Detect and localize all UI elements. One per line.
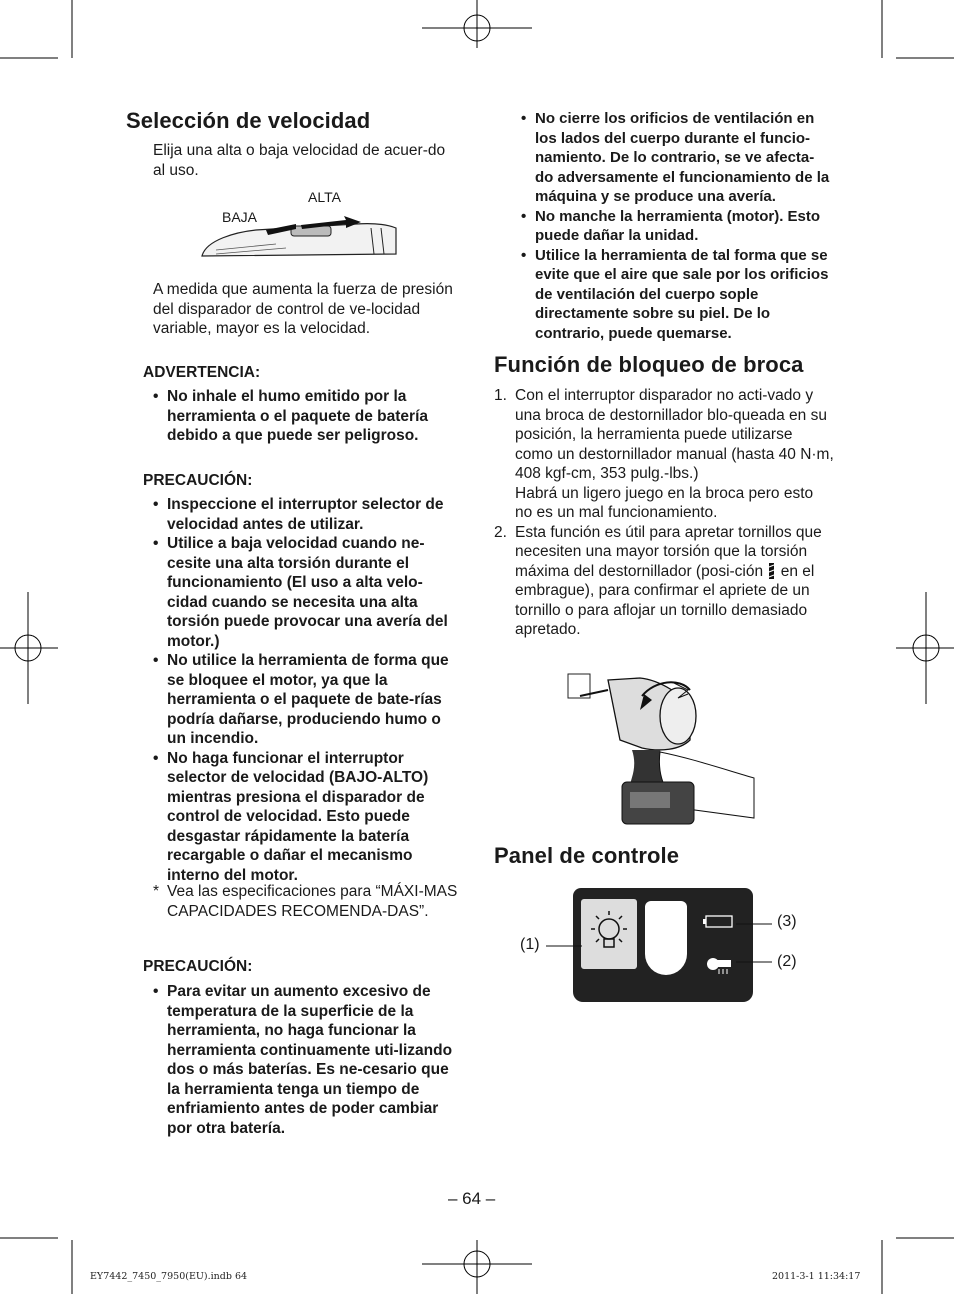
ventilation-list (521, 109, 831, 343)
list-item: • Utilice la herramienta de tal forma que se evite que el aire que sale por los orificios de ventilación del cuerpo sople directamente sobre su piel. De lo contrario, puede quemarse. (521, 246, 831, 344)
speed-paragraph: A medida que aumenta la fuerza de presión del disparador de control de ve-locidad variable, mayor es la velocidad. (153, 281, 453, 337)
list-number: 1. (494, 387, 507, 404)
list-item: • Para evitar un aumento excesivo de temperatura de la superficie de la herramienta, no haga funcionar la herramienta continuamente uti-lizando dos o más baterías. Es ne-cesario que la herramienta tenga un tiempo de enfriamiento antes de poder cambiar por otra batería. (153, 982, 463, 1138)
list-number: 2. (494, 523, 507, 541)
speed-intro: Elija una alta o baja velocidad de acuer-do al uso. (153, 142, 446, 179)
caution-heading-2: PRECAUCIÓN: (143, 958, 253, 975)
list-item: • No manche la herramienta (motor). Esto puede dañar la unidad. (521, 207, 831, 246)
list-text: Con el interruptor disparador no acti-vado y una broca de destornillador blo-queada en su posición, la herramienta puede utilizarse como un destornillador manual (hasta 40 N·m, 408 kgf-cm, 353 pulg.-lbs.) (515, 387, 834, 482)
note-mark: * (153, 883, 160, 900)
section-title-speed: Selección de velocidad (126, 108, 371, 133)
warning-heading: ADVERTENCIA: (143, 364, 261, 381)
drill-mode-icon (767, 563, 776, 579)
callout-1: (1) (520, 936, 540, 953)
note-text: Vea las especificaciones para “MÁXI-MAS CAPACIDADES RECOMENDA-DAS”. (167, 883, 458, 920)
list-text-a: Esta función es útil para apretar tornillos que necesiten una mayor torsión que la torsión máxima del destornillador (posi-ción (515, 523, 822, 580)
list-extra: Habrá un ligero juego en la broca pero esto no es un mal funcionamiento. (515, 484, 814, 521)
list-item: • No utilice la herramienta de forma que se bloquee el motor, ya que la herramienta o el paquete de bate-rías podría dañarse, produciendo humo o un incendio. (153, 651, 463, 749)
footer-file: EY7442_7450_7950(EU).indb 64 (90, 1271, 248, 1282)
list-item: • No haga funcionar el interruptor selector de velocidad (BAJO-ALTO) mientras presiona el disparador de control de velocidad. Esto puede desgastar rápidamente la batería recargable o dañar el mecanismo interno del motor. (153, 749, 463, 886)
label-high: ALTA (308, 189, 341, 205)
page-number: – 64 – (448, 1189, 496, 1208)
speed-selector-illustration (196, 210, 406, 260)
caution-heading-1: PRECAUCIÓN: (143, 472, 253, 489)
list-text-b: en el embrague), para confirmar el apriete de un tornillo o para aflojar un tornillo demasiado apretado. (515, 562, 815, 638)
list-item (494, 523, 834, 640)
callout-2: (2) (777, 953, 797, 970)
callout-3: (3) (777, 913, 797, 930)
drill-hand-illustration (560, 668, 760, 832)
list-item: • No cierre los orificios de ventilación en los lados del cuerpo durante el funcio-namiento. De lo contrario, se ve afecta-do adversamente el funcionamiento de la máquina y se produce una avería. (521, 109, 831, 207)
footer-timestamp: 2011-3-1 11:34:17 (772, 1271, 861, 1282)
section-title-lock: Función de bloqueo de broca (494, 352, 804, 377)
list-item: • No inhale el humo emitido por la herramienta o el paquete de batería debido a que puede ser peligroso. (153, 387, 463, 446)
warning-list (153, 387, 463, 446)
label-low: BAJA (222, 209, 258, 225)
list-item: • Inspeccione el interruptor selector de velocidad antes de utilizar. (153, 495, 463, 534)
caution-list-1 (153, 495, 463, 885)
list-item: • Utilice a baja velocidad cuando ne-cesite una alta torsión durante el funcionamiento (El uso a alta velo-cidad cuando se necesita una alta torsión puede provocar una avería del motor.) (153, 534, 463, 651)
panel-leader-lines (546, 910, 786, 970)
section-title-panel: Panel de controle (494, 843, 680, 868)
lock-list (494, 386, 834, 640)
caution-list-2 (153, 982, 463, 1138)
list-item (494, 386, 834, 523)
